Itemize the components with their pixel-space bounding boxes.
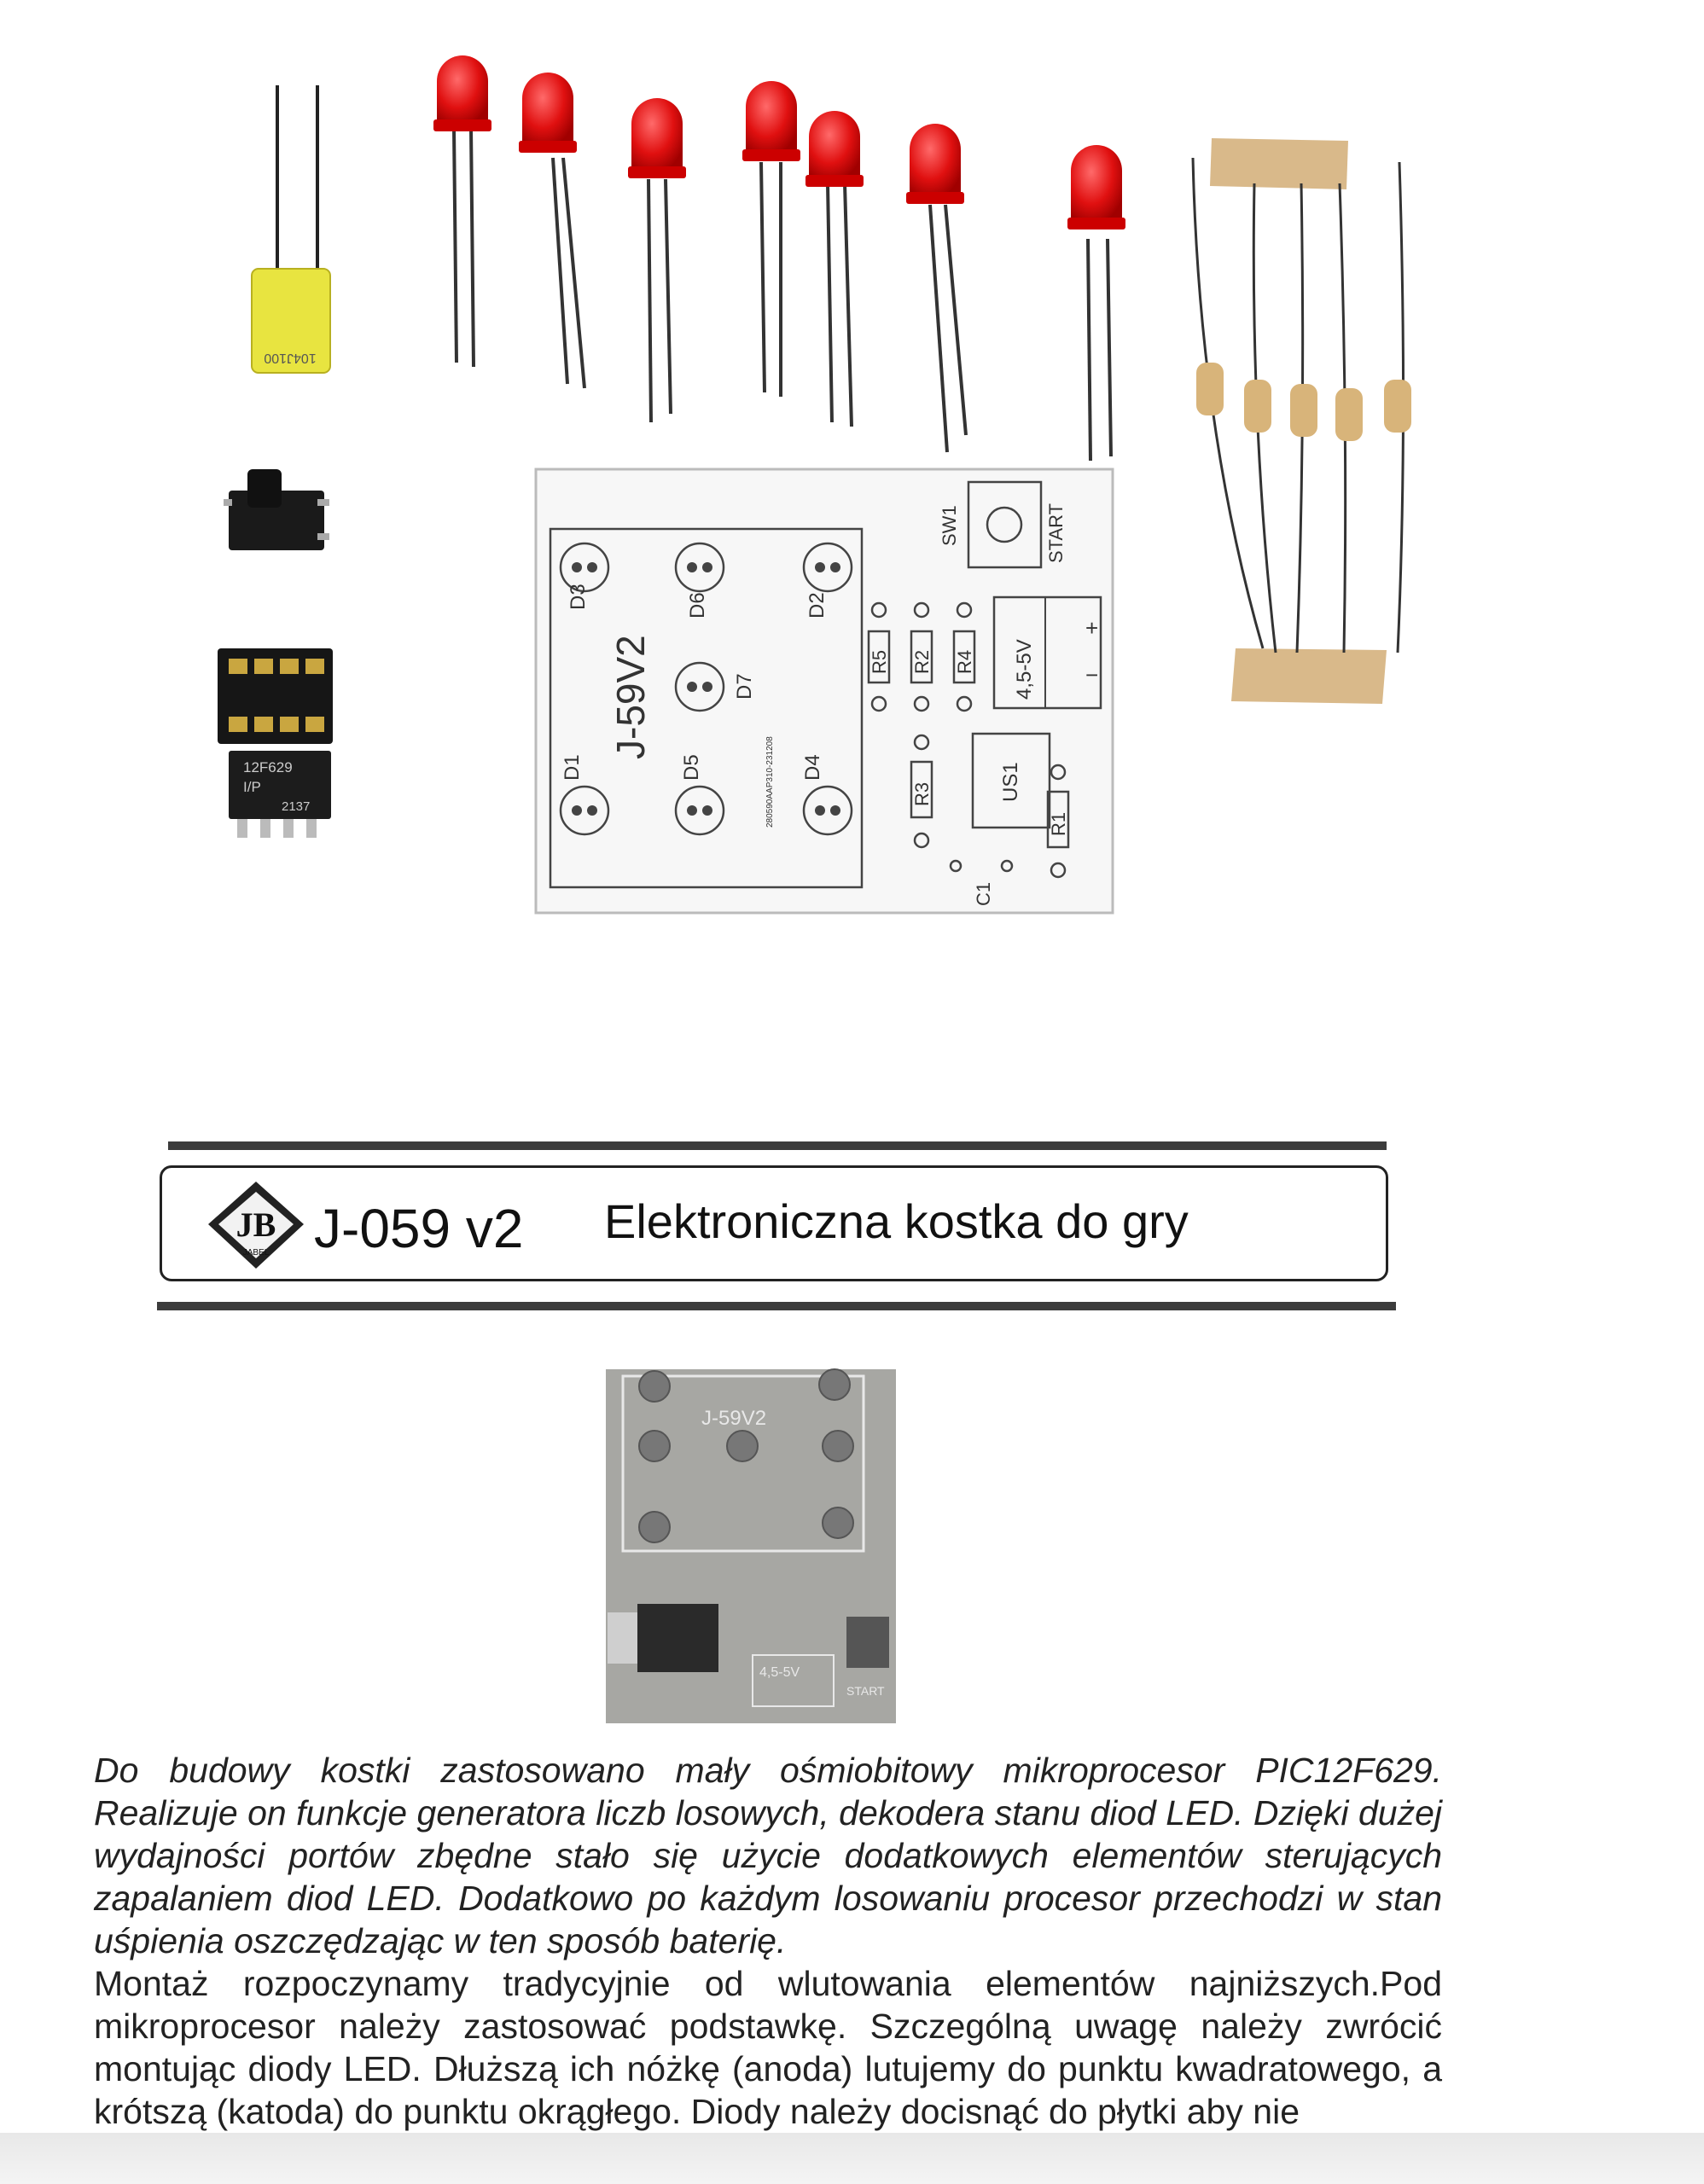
pcb-label-d3: D3 <box>567 584 590 610</box>
pcb-minus-label: − <box>1085 662 1099 688</box>
header-title-box <box>160 1165 1388 1281</box>
board-photo-start-label: START <box>846 1684 885 1698</box>
logo-brand-name: JABEL <box>242 1248 270 1258</box>
microcontroller-chip <box>229 751 331 838</box>
pcb-label-d7: D7 <box>733 673 756 700</box>
pcb-label-d2: D2 <box>805 592 829 619</box>
pcb-label-r3: R3 <box>911 781 933 806</box>
board-photo-voltage-label: 4,5-5V <box>759 1665 800 1680</box>
pcb-chip-label: US1 <box>999 762 1022 802</box>
pcb-serial-label: 280590AAP310-231208 <box>765 736 775 828</box>
pcb-label-r5: R5 <box>869 649 890 674</box>
pcb-start-label: START <box>1045 502 1067 563</box>
paragraph-assembly: Montaż rozpoczynamy tradycyjnie od wlutowania elementów najniższych.Pod mikroprocesor należy zastosować podstawkę. Szczególną uwagę należy zwrócić montując diody LED. Dłuższą ich nóżkę (anoda) lutujemy do punktu kwadratowego, a krótszą (katoda) do punktu okrągłego. Diody należy docisnąć do płytki aby nie <box>94 1964 1442 2131</box>
pcb-switch-label: SW1 <box>939 505 960 546</box>
ic-socket <box>218 648 333 744</box>
jabel-logo <box>196 1180 316 1274</box>
pcb-label-d6: D6 <box>686 592 709 619</box>
led <box>906 124 966 452</box>
pcb-label-d5: D5 <box>680 754 703 781</box>
assembled-board-photo <box>590 1361 908 1728</box>
pcb-plus-label: + <box>1085 615 1099 641</box>
pcb-board <box>536 469 1113 913</box>
pcb-voltage-label: 4,5-5V <box>1013 639 1036 700</box>
led <box>519 73 584 388</box>
capacitor-marking: 104J100 <box>264 351 317 365</box>
page-bottom-edge <box>0 2133 1704 2184</box>
led-group <box>433 55 1125 461</box>
chip-marking-2: I/P <box>243 779 261 795</box>
led <box>628 98 686 422</box>
capacitor <box>252 85 330 373</box>
pcb-label-r4: R4 <box>954 649 975 674</box>
pcb-board-label: J-59V2 <box>608 635 653 759</box>
push-button-component <box>224 469 329 550</box>
board-photo-label: J-59V2 <box>701 1407 767 1430</box>
chip-marking-1: 12F629 <box>243 759 293 775</box>
pcb-label-r2: R2 <box>911 649 933 674</box>
pcb-label-c1: C1 <box>973 881 994 906</box>
paragraph-description: Do budowy kostki zastosowano mały ośmiobitowy mikroprocesor PIC12F629. Realizuje on funkcje generatora liczb losowych, dekodera stanu diod LED. Dzięki dużej wydajności portów zbędne stało się użycie dodatkowych elementów sterujących zapalaniem diod LED. Dodatkowo po każdym losowaniu procesor przechodzi w stan uśpienia oszczędzając w ten sposób baterię. <box>94 1751 1442 1960</box>
led <box>805 111 864 427</box>
pcb-label-r1: R1 <box>1048 811 1069 836</box>
led <box>742 81 800 397</box>
components-photo <box>0 0 1704 990</box>
product-code: J-059 v2 <box>314 1198 524 1259</box>
chip-marking-3: 2137 <box>282 799 311 814</box>
logo-letters: JB <box>236 1205 276 1244</box>
header-rule-top <box>168 1141 1387 1150</box>
instruction-text <box>94 1749 1442 2133</box>
pcb-label-d4: D4 <box>801 754 824 781</box>
header-rule-bottom <box>157 1302 1396 1310</box>
led <box>1067 145 1125 461</box>
led <box>433 55 491 367</box>
product-title: Elektroniczna kostka do gry <box>604 1194 1189 1248</box>
resistor-strip <box>1193 138 1411 704</box>
pcb-label-d1: D1 <box>561 754 584 781</box>
